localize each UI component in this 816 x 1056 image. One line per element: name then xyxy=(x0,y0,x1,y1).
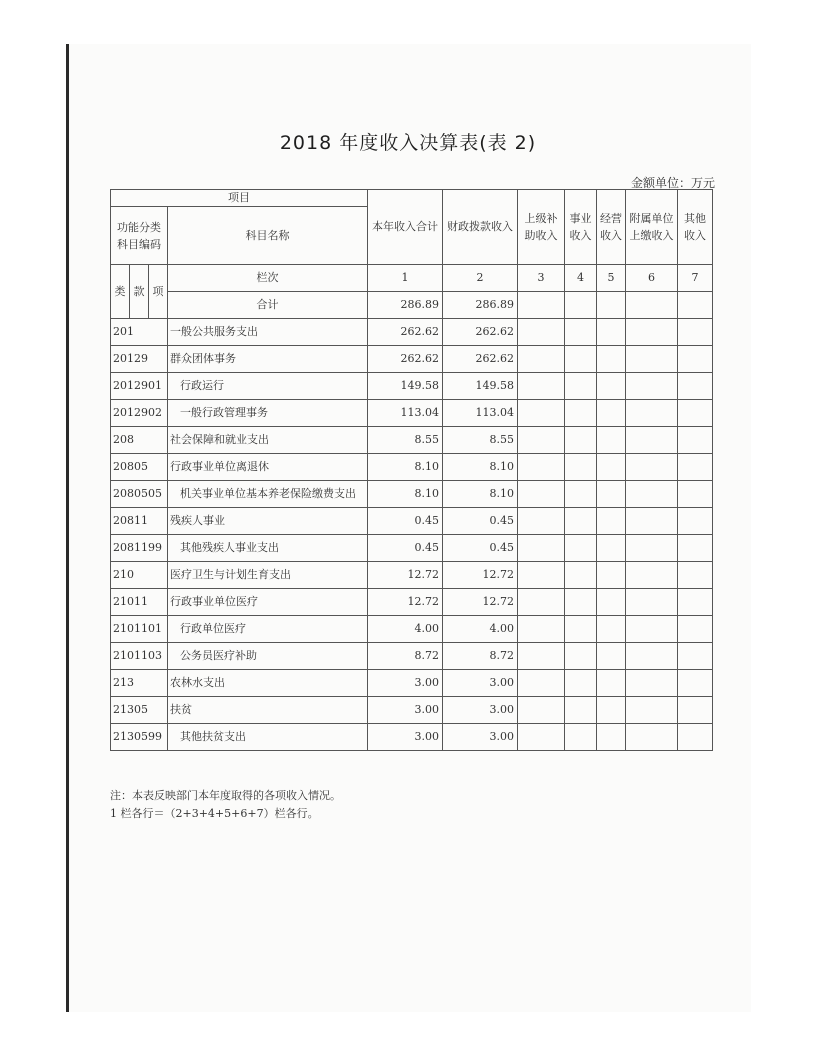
row-fiscal: 8.55 xyxy=(443,427,518,454)
empty-cell xyxy=(565,643,597,670)
table-row xyxy=(111,724,713,751)
row-code: 2012902 xyxy=(111,400,168,427)
row-name: 行政运行 xyxy=(168,373,368,400)
row-fiscal: 3.00 xyxy=(443,724,518,751)
row-total: 3.00 xyxy=(368,697,443,724)
header-superior: 上级补助收入 xyxy=(518,190,565,265)
empty-cell xyxy=(597,697,626,724)
empty-cell xyxy=(626,697,678,724)
empty-cell xyxy=(678,535,713,562)
row-code: 20129 xyxy=(111,346,168,373)
row-name: 行政单位医疗 xyxy=(168,616,368,643)
empty-cell xyxy=(597,373,626,400)
row-code: 208 xyxy=(111,427,168,454)
col-num: 7 xyxy=(678,265,713,292)
header-other: 其他收入 xyxy=(678,190,713,265)
row-fiscal: 12.72 xyxy=(443,589,518,616)
empty-cell xyxy=(518,643,565,670)
col-num: 4 xyxy=(565,265,597,292)
empty-cell xyxy=(678,292,713,319)
row-code: 2130599 xyxy=(111,724,168,751)
col-num: 3 xyxy=(518,265,565,292)
page-title: 2018 年度收入决算表(表 2) xyxy=(279,132,537,154)
note-line: 注：本表反映部门本年度取得的各项收入情况。 xyxy=(110,789,341,802)
row-name: 农林水支出 xyxy=(168,670,368,697)
empty-cell xyxy=(678,616,713,643)
empty-cell xyxy=(565,562,597,589)
row-fiscal: 3.00 xyxy=(443,697,518,724)
row-name: 扶贫 xyxy=(168,697,368,724)
empty-cell xyxy=(678,346,713,373)
header-business: 事业收入 xyxy=(565,190,597,265)
row-code: 210 xyxy=(111,562,168,589)
col-num: 1 xyxy=(368,265,443,292)
row-total: 0.45 xyxy=(368,535,443,562)
row-name: 行政事业单位医疗 xyxy=(168,589,368,616)
table-row xyxy=(111,319,713,346)
row-total: 8.10 xyxy=(368,481,443,508)
empty-cell xyxy=(518,724,565,751)
table-row xyxy=(111,508,713,535)
empty-cell xyxy=(626,400,678,427)
empty-cell xyxy=(597,670,626,697)
row-total: 8.55 xyxy=(368,427,443,454)
row-name: 社会保障和就业支出 xyxy=(168,427,368,454)
empty-cell xyxy=(626,373,678,400)
col-num: 5 xyxy=(597,265,626,292)
row-name: 行政事业单位离退休 xyxy=(168,454,368,481)
row-code: 21305 xyxy=(111,697,168,724)
empty-cell xyxy=(597,535,626,562)
empty-cell xyxy=(626,535,678,562)
header-column: 栏次 xyxy=(168,265,368,292)
empty-cell xyxy=(626,670,678,697)
empty-cell xyxy=(518,481,565,508)
row-code: 2101101 xyxy=(111,616,168,643)
empty-cell xyxy=(565,589,597,616)
empty-cell xyxy=(678,643,713,670)
empty-cell xyxy=(597,616,626,643)
row-fiscal: 3.00 xyxy=(443,670,518,697)
empty-cell xyxy=(565,319,597,346)
row-total: 12.72 xyxy=(368,589,443,616)
header-fiscal: 财政拨款收入 xyxy=(443,190,518,265)
income-table xyxy=(110,189,713,751)
row-code: 201 xyxy=(111,319,168,346)
header-operating: 经营收入 xyxy=(597,190,626,265)
row-code: 2101103 xyxy=(111,643,168,670)
total-label: 合计 xyxy=(168,292,368,319)
empty-cell xyxy=(678,562,713,589)
empty-cell xyxy=(678,319,713,346)
empty-cell xyxy=(518,562,565,589)
header-affiliated: 附属单位上缴收入 xyxy=(626,190,678,265)
empty-cell xyxy=(597,562,626,589)
empty-cell xyxy=(597,427,626,454)
empty-cell xyxy=(518,535,565,562)
table-row xyxy=(111,373,713,400)
table-row xyxy=(111,616,713,643)
row-fiscal: 149.58 xyxy=(443,373,518,400)
table-row xyxy=(111,643,713,670)
row-total: 3.00 xyxy=(368,724,443,751)
empty-cell xyxy=(597,481,626,508)
empty-cell xyxy=(597,643,626,670)
empty-cell xyxy=(518,427,565,454)
header-lei: 类 xyxy=(111,265,130,319)
empty-cell xyxy=(565,670,597,697)
empty-cell xyxy=(626,724,678,751)
empty-cell xyxy=(565,292,597,319)
row-name: 残疾人事业 xyxy=(168,508,368,535)
row-fiscal: 262.62 xyxy=(443,319,518,346)
header-func-code: 功能分类科目编码 xyxy=(111,207,168,265)
row-fiscal: 0.45 xyxy=(443,508,518,535)
row-name: 群众团体事务 xyxy=(168,346,368,373)
row-fiscal: 8.10 xyxy=(443,454,518,481)
table-row xyxy=(111,346,713,373)
total-row xyxy=(111,292,713,319)
row-name: 其他扶贫支出 xyxy=(168,724,368,751)
empty-cell xyxy=(626,643,678,670)
empty-cell xyxy=(565,697,597,724)
empty-cell xyxy=(565,508,597,535)
row-name: 公务员医疗补助 xyxy=(168,643,368,670)
empty-cell xyxy=(518,292,565,319)
amount-unit: 金额单位：万元 xyxy=(630,176,715,190)
table-row xyxy=(111,589,713,616)
empty-cell xyxy=(518,454,565,481)
table-row xyxy=(111,670,713,697)
row-total: 0.45 xyxy=(368,508,443,535)
row-total: 8.72 xyxy=(368,643,443,670)
empty-cell xyxy=(565,481,597,508)
empty-cell xyxy=(597,724,626,751)
empty-cell xyxy=(626,481,678,508)
empty-cell xyxy=(597,454,626,481)
total-fiscal: 286.89 xyxy=(443,292,518,319)
row-name: 其他残疾人事业支出 xyxy=(168,535,368,562)
empty-cell xyxy=(597,508,626,535)
row-code: 213 xyxy=(111,670,168,697)
empty-cell xyxy=(565,454,597,481)
empty-cell xyxy=(565,427,597,454)
row-code: 2012901 xyxy=(111,373,168,400)
empty-cell xyxy=(678,670,713,697)
row-fiscal: 8.10 xyxy=(443,481,518,508)
row-total: 149.58 xyxy=(368,373,443,400)
row-total: 4.00 xyxy=(368,616,443,643)
table-row xyxy=(111,562,713,589)
empty-cell xyxy=(626,346,678,373)
empty-cell xyxy=(626,454,678,481)
col-num: 6 xyxy=(626,265,678,292)
col-num: 2 xyxy=(443,265,518,292)
empty-cell xyxy=(678,481,713,508)
empty-cell xyxy=(678,589,713,616)
empty-cell xyxy=(597,589,626,616)
table-row xyxy=(111,697,713,724)
empty-cell xyxy=(626,292,678,319)
empty-cell xyxy=(626,427,678,454)
row-name: 医疗卫生与计划生育支出 xyxy=(168,562,368,589)
row-fiscal: 262.62 xyxy=(443,346,518,373)
header-total: 本年收入合计 xyxy=(368,190,443,265)
empty-cell xyxy=(565,373,597,400)
empty-cell xyxy=(518,508,565,535)
empty-cell xyxy=(678,508,713,535)
row-fiscal: 113.04 xyxy=(443,400,518,427)
empty-cell xyxy=(597,292,626,319)
empty-cell xyxy=(518,616,565,643)
row-code: 2080505 xyxy=(111,481,168,508)
row-code: 20805 xyxy=(111,454,168,481)
header-item: 项目 xyxy=(111,190,368,207)
empty-cell xyxy=(597,400,626,427)
empty-cell xyxy=(518,697,565,724)
row-total: 113.04 xyxy=(368,400,443,427)
empty-cell xyxy=(626,616,678,643)
empty-cell xyxy=(678,373,713,400)
empty-cell xyxy=(678,427,713,454)
row-code: 2081199 xyxy=(111,535,168,562)
row-total: 12.72 xyxy=(368,562,443,589)
row-total: 3.00 xyxy=(368,670,443,697)
empty-cell xyxy=(518,400,565,427)
row-name: 一般行政管理事务 xyxy=(168,400,368,427)
row-total: 262.62 xyxy=(368,319,443,346)
row-code: 20811 xyxy=(111,508,168,535)
row-total: 262.62 xyxy=(368,346,443,373)
table-row xyxy=(111,454,713,481)
row-fiscal: 0.45 xyxy=(443,535,518,562)
empty-cell xyxy=(678,724,713,751)
table-row xyxy=(111,400,713,427)
empty-cell xyxy=(518,589,565,616)
empty-cell xyxy=(678,400,713,427)
table-row xyxy=(111,535,713,562)
row-fiscal: 8.72 xyxy=(443,643,518,670)
row-total: 8.10 xyxy=(368,454,443,481)
row-fiscal: 12.72 xyxy=(443,562,518,589)
header-kuan: 款 xyxy=(130,265,149,319)
empty-cell xyxy=(565,346,597,373)
empty-cell xyxy=(518,346,565,373)
empty-cell xyxy=(518,319,565,346)
empty-cell xyxy=(626,319,678,346)
row-name: 机关事业单位基本养老保险缴费支出 xyxy=(168,481,368,508)
note-line: 1 栏各行＝（2+3+4+5+6+7）栏各行。 xyxy=(110,807,319,820)
table-row xyxy=(111,481,713,508)
empty-cell xyxy=(565,616,597,643)
notes xyxy=(110,787,341,823)
empty-cell xyxy=(565,724,597,751)
row-fiscal: 4.00 xyxy=(443,616,518,643)
empty-cell xyxy=(518,373,565,400)
total-amount: 286.89 xyxy=(368,292,443,319)
empty-cell xyxy=(626,562,678,589)
empty-cell xyxy=(597,346,626,373)
header-subject-name: 科目名称 xyxy=(168,207,368,265)
empty-cell xyxy=(678,697,713,724)
row-name: 一般公共服务支出 xyxy=(168,319,368,346)
empty-cell xyxy=(626,589,678,616)
empty-cell xyxy=(678,454,713,481)
empty-cell xyxy=(518,670,565,697)
empty-cell xyxy=(565,400,597,427)
table-row xyxy=(111,427,713,454)
header-xiang: 项 xyxy=(149,265,168,319)
empty-cell xyxy=(597,319,626,346)
empty-cell xyxy=(565,535,597,562)
empty-cell xyxy=(626,508,678,535)
row-code: 21011 xyxy=(111,589,168,616)
